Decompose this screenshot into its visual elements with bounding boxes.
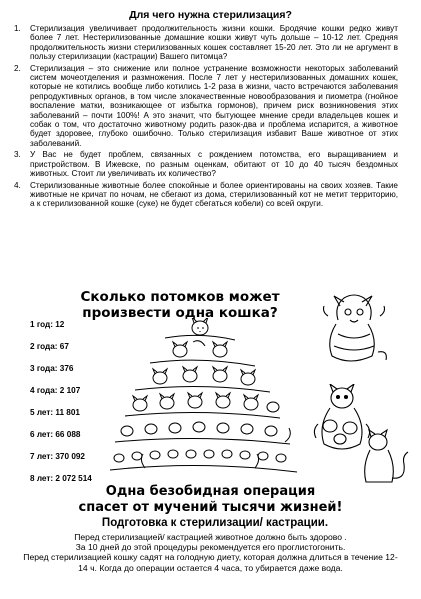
reasons-list	[14, 24, 398, 211]
year-count: 6 лет: 66 088	[30, 430, 81, 439]
year-count: 5 лет: 11 801	[30, 408, 80, 417]
list-item	[14, 150, 398, 178]
item-number: 3.	[14, 150, 21, 160]
item-number: 1.	[14, 24, 21, 33]
item-text: Стерилизованные животные более спокойные и более ориентированы на своих хозяев. Такие животные не кричат по ночам, не сбегают из дома, стерилизованный кот не метит территорию, а к стерилизованной кошке (суке) не будет сбегаться кобели) со всей округи.	[30, 180, 398, 209]
preparation-line: Перед стерилизацией кошку садят на голодную диету, которая должна длиться в течение 12-14 ч. Когда до операции остается 4 часа, то убирается даже вода.	[23, 552, 398, 573]
year-count: 3 года: 376	[30, 364, 74, 373]
item-text: Стерилизация – это снижение или полное устранение возможности некоторых заболеваний систем мочеотделения и размножения. После 7 лет у нестерилизованных домашних кошек, которые не котились вообще либо котились 1-2 раза в жизни, часто встречаются заболевания репродуктивных органов, в том числе злокачественные новообразования и пиометра (гнойное воспаление матки, возникающее от избытка гормонов), причем риск возникновения этих заболеваний – почти 100%! А это значит, что бытующее мнение среди владельцев кошек и собак о том, что достаточно животному родить разок-два и проблема испарится, а животное будет здоровее, глубоко ошибочно. Только стерилизация избавит Ваше животное от этих заболеваний.	[30, 63, 398, 148]
year-count: 8 лет: 2 072 514	[30, 474, 92, 483]
slogan-line: спасет от мучений тысячи жизней!	[78, 500, 343, 515]
list-item	[14, 181, 398, 209]
preparation-text	[20, 532, 401, 573]
item-number: 4.	[14, 180, 21, 190]
slogan-line: Одна безобидная операция	[105, 484, 316, 499]
item-text: У Вас не будет проблем, связанных с рождением потомства, его выращиванием и пристройством. В Ижевске, по разным оценкам, обитают от 10 до 40 тысяч бездомных животных. Стоит ли увеличивать их количество?	[30, 150, 398, 179]
page-title: Для чего нужна стерилизация?	[129, 9, 292, 21]
list-item	[14, 24, 398, 62]
year-count: 4 года: 2 107	[30, 386, 81, 395]
item-number: 2.	[14, 63, 21, 73]
preparation-line: Перед стерилизацией/ кастрацией животное должно быть здорово .	[74, 532, 347, 542]
distressed-cat-icon	[318, 290, 390, 365]
preparation-title: Подготовка к стерилизации/ кастрации.	[101, 517, 329, 529]
item-text: Стерилизация увеличивает продолжительность жизни кошки. Бродячие кошки редко живут более 7 лет. Нестерилизованные домашние кошки живут чуть дольше – 10-12 лет. Средняя продолжительность жизни стерилизованных кошек составляет 15-20 лет. Это ли не аргумент в пользу стерилизации (кастрации) Вашего питомца?	[30, 24, 398, 62]
preparation-line: За 10 дней до этой процедуры рекомендуется его проглистогонить.	[75, 542, 346, 553]
year-count: 1 год: 12	[30, 320, 65, 329]
slogan	[0, 484, 421, 516]
year-count: 2 года: 67	[30, 342, 69, 351]
population-title: Сколько потомков может произвести одна кошка?	[80, 289, 280, 321]
cat-pyramid-icon	[105, 318, 300, 478]
year-count: 7 лет: 370 092	[30, 452, 85, 461]
sitting-cat-icon	[352, 428, 412, 488]
list-item	[14, 64, 398, 149]
